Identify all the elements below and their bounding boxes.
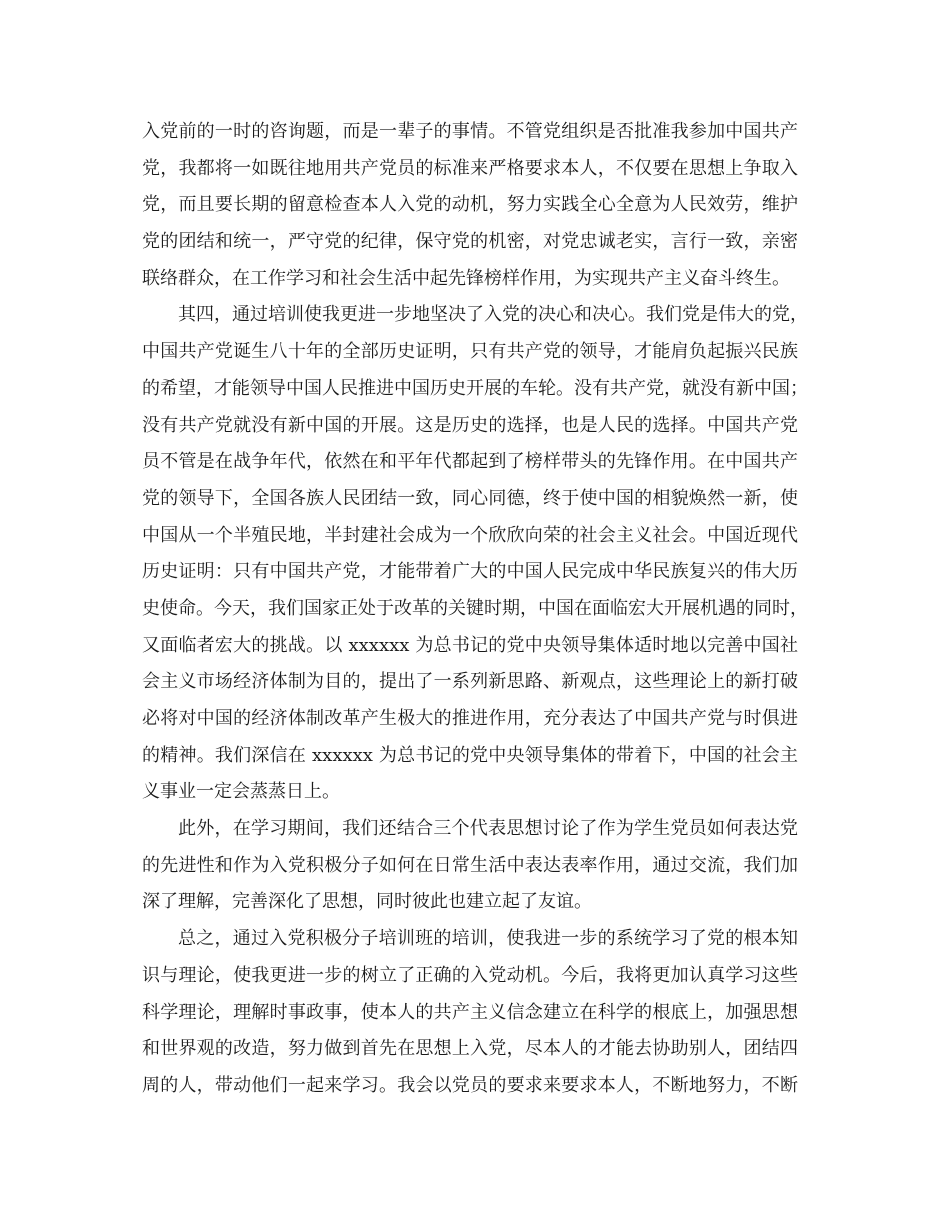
text-line: 会主义市场经济体制为目的，提出了一系列新思路、新观点，这些理论上的新打破 — [142, 671, 798, 693]
text-line: 入党前的一时的咨询题，而是一辈子的事情。不管党组织是否批准我参加中国共产 — [142, 121, 798, 142]
text-line: 深了理解，完善深化了思想，同时彼此也建立起了友谊。 — [142, 891, 592, 913]
text-line: 总之，通过入党积极分子培训班的培训，使我进一步的系统学习了党的根本知 — [178, 928, 798, 950]
text-line: 党的团结和统一，严守党的纪律，保守党的机密，对党忠诚老实，言行一致，亲密 — [142, 231, 798, 253]
text-line: 科学理论，理解时事政事，使本人的共产主义信念建立在科学的根底上，加强思想 — [142, 1001, 798, 1023]
text-line: 必将对中国的经济体制改革产生极大的推进作用，充分表达了中国共产党与时俱进 — [142, 708, 798, 729]
document-body — [142, 114, 808, 1105]
text-line: 的希望，才能领导中国人民推进中国历史开展的车轮。没有共产党，就没有新中国； — [142, 377, 808, 399]
text-line: 历史证明：只有中国共产党，才能带着广大的中国人民完成中华民族复兴的伟大历 — [142, 561, 798, 583]
text-line: 和世界观的改造，努力做到首先在思想上入党，尽本人的才能去协助别人，团结四 — [142, 1038, 798, 1060]
text-line: 联络群众，在工作学习和社会生活中起先锋榜样作用，为实现共产主义奋斗终生。 — [142, 267, 790, 289]
text-line: 义事业一定会蒸蒸日上。 — [142, 781, 340, 803]
text-line: 的精神。我们深信在 xxxxxx 为总书记的党中央领导集体的带着下，中国的社会主 — [142, 744, 798, 766]
text-line: 党，而且要长期的留意检查本人入党的动机，努力实践全心全意为人民效劳，维护 — [142, 194, 798, 216]
text-line: 此外，在学习期间，我们还结合三个代表思想讨论了作为学生党员如何表达党 — [178, 818, 798, 840]
text-line: 没有共产党就没有新中国的开展。这是历史的选择，也是人民的选择。中国共产党 — [142, 414, 798, 436]
text-line: 党，我都将一如既往地用共产党员的标准来严格要求本人，不仅要在思想上争取入 — [142, 157, 798, 179]
text-line: 中国从一个半殖民地，半封建社会成为一个欣欣向荣的社会主义社会。中国近现代 — [142, 524, 798, 546]
text-line: 中国共产党诞生八十年的全部历史证明，只有共产党的领导，才能肩负起振兴民族 — [142, 341, 798, 363]
text-line: 周的人，带动他们一起来学习。我会以党员的要求来要求本人，不断地努力，不断 — [142, 1074, 798, 1096]
text-line: 的先进性和作为入党积极分子如何在日常生活中表达表率作用，通过交流，我们加 — [142, 854, 798, 876]
text-line: 史使命。今天，我们国家正处于改革的关键时期，中国在面临宏大开展机遇的同时， — [142, 597, 808, 619]
text-line: 党的领导下，全国各族人民团结一致，同心同德，终于使中国的相貌焕然一新，使 — [142, 487, 798, 509]
text-line: 其四，通过培训使我更进一步地坚决了入党的决心和决心。我们党是伟大的党， — [178, 304, 808, 326]
text-line: 识与理论，使我更进一步的树立了正确的入党动机。今后，我将更加认真学习这些 — [142, 964, 798, 986]
text-line: 员不管是在战争年代，依然在和平年代都起到了榜样带头的先锋作用。在中国共产 — [142, 451, 798, 473]
text-line: 又面临者宏大的挑战。以 xxxxxx 为总书记的党中央领导集体适时地以完善中国社 — [142, 634, 798, 656]
